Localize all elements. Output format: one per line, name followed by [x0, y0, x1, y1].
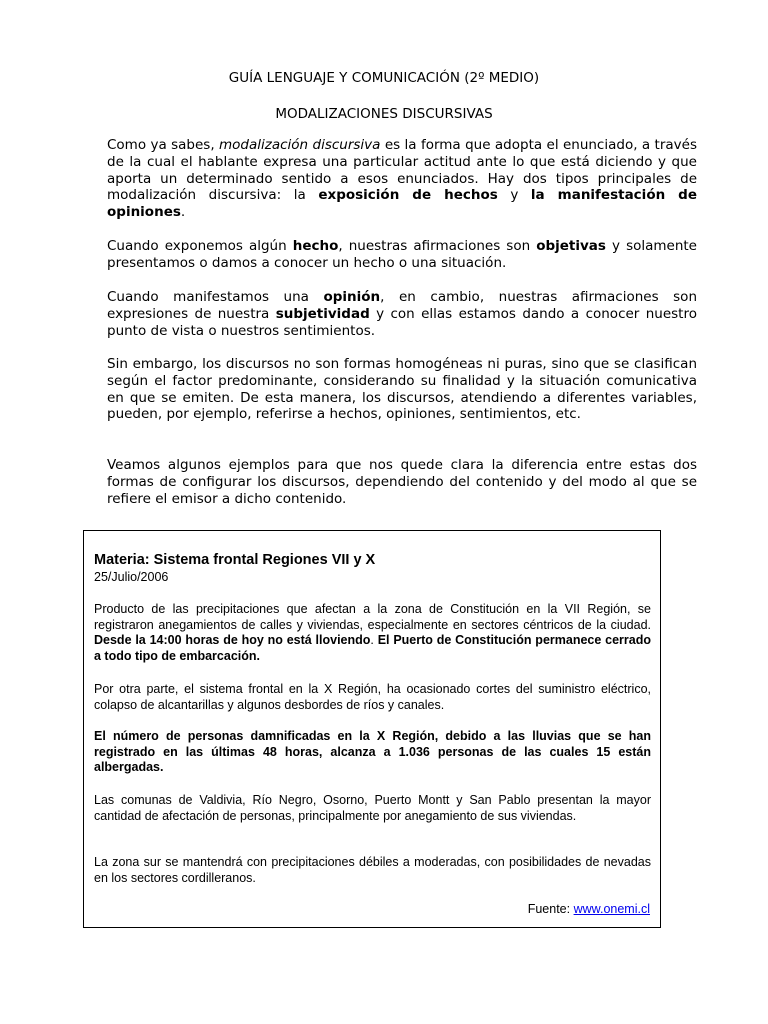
text-run: Como ya sabes,: [107, 137, 220, 153]
page-title: GUÍA LENGUAJE Y COMUNICACIÓN (2º MEDIO): [228, 70, 540, 86]
news-paragraph-1: [94, 602, 651, 664]
bold-fact: El Puerto de Constitución permanece cerrado a todo tipo de embarcación.: [94, 633, 651, 663]
news-example-box: [83, 530, 661, 928]
text-run: .: [180, 204, 186, 221]
intro-paragraph-2: [107, 238, 697, 272]
text-run: Cuando exponemos algún: [107, 238, 293, 254]
text-run: Producto de las precipitaciones que afectan a la zona de Constitución en la VII Región, se registraron anegamientos de calles y viviendas, especialmente en sectores céntricos de la ciudad.: [94, 602, 651, 632]
text-run: Cuando manifestamos una: [107, 289, 324, 305]
news-paragraph-4: Las comunas de Valdivia, Río Negro, Osorno, Puerto Montt y San Pablo presentan la mayor cantidad de afectación de personas, principalmente por anegamiento de sus viviendas.: [94, 793, 651, 823]
text-run: .: [370, 633, 378, 647]
news-source: [528, 902, 650, 916]
bold-term: objetivas: [536, 238, 606, 254]
intro-paragraph-4: Sin embargo, los discursos no son formas homogéneas ni puras, sino que se clasifican según el factor predominante, considerando su finalidad y la situación comunicativa en que se emiten. De esta manera, los discursos, atendiendo a diferentes variables, pueden, por ejemplo, referirse a hechos, opiniones, sentimientos, etc.: [107, 356, 697, 423]
text-run: , nuestras afirmaciones son: [338, 238, 537, 254]
bold-term: opinión: [323, 289, 381, 305]
bold-term: subjetividad: [275, 305, 370, 322]
page-subtitle: MODALIZACIONES DISCURSIVAS: [275, 106, 493, 122]
news-paragraph-5: La zona sur se mantendrá con precipitaciones débiles a moderadas, con posibilidades de nevadas en los sectores cordilleranos.: [94, 855, 651, 885]
news-date: 25/Julio/2006: [94, 570, 169, 584]
text-run: y: [497, 187, 531, 204]
text-run: es la forma que adopta el enunciado, a través de la cual el hablante expresa una particular actitud ante lo que está diciendo y que aporta un determinado sentido a esos enunciados. Hay dos tipos principales de modalización discursiva: la: [107, 137, 697, 204]
intro-paragraph-1: [107, 137, 697, 221]
text-run: y solamente presentamos o damos a conocer un hecho o una situación.: [107, 238, 697, 271]
source-label: Fuente:: [527, 902, 574, 916]
news-paragraph-2: Por otra parte, el sistema frontal en la X Región, ha ocasionado cortes del suministro eléctrico, colapso de alcantarillas y algunos desbordes de ríos y canales.: [94, 682, 651, 712]
bold-term: hecho: [292, 238, 339, 254]
text-run: y con ellas estamos dando a conocer nuestro punto de vista o nuestros sentimientos.: [107, 305, 697, 339]
bold-term: la manifestación de opiniones: [107, 187, 697, 221]
intro-paragraph-5: Veamos algunos ejemplos para que nos quede clara la diferencia entre estas dos formas de configurar los discursos, dependiendo del contenido y del modo al que se refiere el emisor a dicho contenido.: [107, 457, 697, 507]
intro-paragraph-3: [107, 289, 697, 339]
italic-term: modalización discursiva: [219, 137, 381, 153]
bold-fact: Desde la 14:00 horas de hoy no está lloviendo: [94, 633, 371, 647]
bold-term: exposición de hechos: [318, 187, 498, 204]
source-link[interactable]: www.onemi.cl: [573, 902, 650, 916]
news-paragraph-3: El número de personas damnificadas en la X Región, debido a las lluvias que se han registrado en las últimas 48 horas, alcanza a 1.036 personas de las cuales 15 están albergadas.: [94, 729, 651, 774]
news-heading: Materia: Sistema frontal Regiones VII y X: [94, 552, 376, 568]
text-run: , en cambio, nuestras afirmaciones son expresiones de nuestra: [107, 289, 697, 322]
